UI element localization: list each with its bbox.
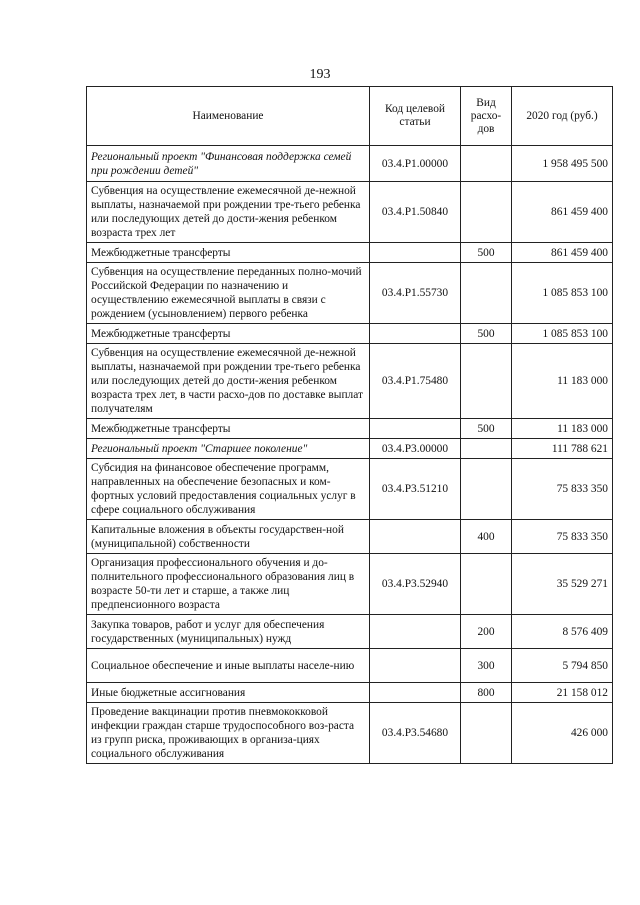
code-cell: 03.4.P3.52940 — [370, 554, 461, 615]
name-cell: Региональный проект "Финансовая поддержка семей при рождении детей" — [87, 146, 370, 182]
kind-cell — [461, 146, 512, 182]
code-cell: 03.4.P3.54680 — [370, 703, 461, 764]
amount-cell: 5 794 850 — [512, 649, 613, 683]
column-header-kind: Вид расхо-дов — [461, 87, 512, 146]
kind-cell — [461, 459, 512, 520]
amount-cell: 861 459 400 — [512, 182, 613, 243]
amount-cell: 861 459 400 — [512, 243, 613, 263]
code-cell — [370, 419, 461, 439]
name-cell: Субвенция на осуществление ежемесячной де-нежной выплаты, назначаемой при рождении тре-тьего ребенка или последующих детей до дости-жения ребенком возраста трех лет, в части расхо-дов по доставке выплат получателям — [87, 344, 370, 419]
page-number: 193 — [309, 67, 331, 82]
table-row — [87, 419, 613, 439]
amount-cell: 8 576 409 — [512, 615, 613, 649]
table-row — [87, 649, 613, 683]
table-row — [87, 459, 613, 520]
kind-cell: 800 — [461, 683, 512, 703]
name-cell: Организация профессионального обучения и до-полнительного профессионального образования лиц в возрасте 50-ти лет и старше, а также лиц предпенсионного возраста — [87, 554, 370, 615]
column-header-code: Код целевой статьи — [370, 87, 461, 146]
table-row — [87, 615, 613, 649]
name-cell: Закупка товаров, работ и услуг для обеспечения государственных (муниципальных) нужд — [87, 615, 370, 649]
table-row — [87, 439, 613, 459]
table-row — [87, 182, 613, 243]
amount-cell: 75 833 350 — [512, 520, 613, 554]
kind-cell: 200 — [461, 615, 512, 649]
name-cell: Региональный проект "Старшее поколение" — [87, 439, 370, 459]
code-cell: 03.4.P3.51210 — [370, 459, 461, 520]
table-row — [87, 520, 613, 554]
column-header-amount: 2020 год (руб.) — [512, 87, 613, 146]
code-cell: 03.4.P1.00000 — [370, 146, 461, 182]
name-cell: Иные бюджетные ассигнования — [87, 683, 370, 703]
kind-cell: 500 — [461, 419, 512, 439]
code-cell — [370, 520, 461, 554]
budget-table — [86, 86, 613, 764]
name-cell: Межбюджетные трансферты — [87, 243, 370, 263]
code-cell: 03.4.P1.75480 — [370, 344, 461, 419]
name-cell: Субвенция на осуществление ежемесячной де-нежной выплаты, назначаемой при рождении тре-тьего ребенка или последующих детей до дости-жения ребенком возраста трех лет — [87, 182, 370, 243]
table-row — [87, 554, 613, 615]
amount-cell: 1 085 853 100 — [512, 263, 613, 324]
kind-cell: 500 — [461, 324, 512, 344]
kind-cell — [461, 439, 512, 459]
table-row — [87, 146, 613, 182]
kind-cell — [461, 263, 512, 324]
kind-cell — [461, 344, 512, 419]
code-cell: 03.4.P3.00000 — [370, 439, 461, 459]
table-row — [87, 263, 613, 324]
name-cell: Межбюджетные трансферты — [87, 419, 370, 439]
amount-cell: 11 183 000 — [512, 419, 613, 439]
kind-cell: 400 — [461, 520, 512, 554]
table-row — [87, 324, 613, 344]
kind-cell: 500 — [461, 243, 512, 263]
code-cell: 03.4.P1.55730 — [370, 263, 461, 324]
kind-cell — [461, 703, 512, 764]
kind-cell: 300 — [461, 649, 512, 683]
table-row — [87, 344, 613, 419]
code-cell — [370, 243, 461, 263]
kind-cell — [461, 554, 512, 615]
kind-cell — [461, 182, 512, 243]
table-row — [87, 243, 613, 263]
name-cell: Субвенция на осуществление переданных полно-мочий Российской Федерации по назначению и осуществлению ежемесячной выплаты в связи с рождением (усыновлением) первого ребенка — [87, 263, 370, 324]
amount-cell: 426 000 — [512, 703, 613, 764]
name-cell: Субсидия на финансовое обеспечение программ, направленных на обеспечение безопасных и ком-фортных условий предоставления социальных услуг в сфере социального обслуживания — [87, 459, 370, 520]
table-row — [87, 683, 613, 703]
code-cell — [370, 683, 461, 703]
amount-cell: 11 183 000 — [512, 344, 613, 419]
name-cell: Капитальные вложения в объекты государствен-ной (муниципальной) собственности — [87, 520, 370, 554]
amount-cell: 21 158 012 — [512, 683, 613, 703]
amount-cell: 1 085 853 100 — [512, 324, 613, 344]
code-cell — [370, 615, 461, 649]
code-cell — [370, 649, 461, 683]
code-cell: 03.4.P1.50840 — [370, 182, 461, 243]
code-cell — [370, 324, 461, 344]
name-cell: Межбюджетные трансферты — [87, 324, 370, 344]
name-cell: Проведение вакцинации против пневмококковой инфекции граждан старше трудоспособного воз-раста из групп риска, проживающих в организа-циях социального обслуживания — [87, 703, 370, 764]
table-body — [87, 146, 613, 764]
amount-cell: 1 958 495 500 — [512, 146, 613, 182]
table-row — [87, 703, 613, 764]
amount-cell: 75 833 350 — [512, 459, 613, 520]
column-header-name: Наименование — [87, 87, 370, 146]
name-cell: Социальное обеспечение и иные выплаты населе-нию — [87, 649, 370, 683]
amount-cell: 111 788 621 — [512, 439, 613, 459]
table-header-row — [87, 87, 613, 146]
amount-cell: 35 529 271 — [512, 554, 613, 615]
